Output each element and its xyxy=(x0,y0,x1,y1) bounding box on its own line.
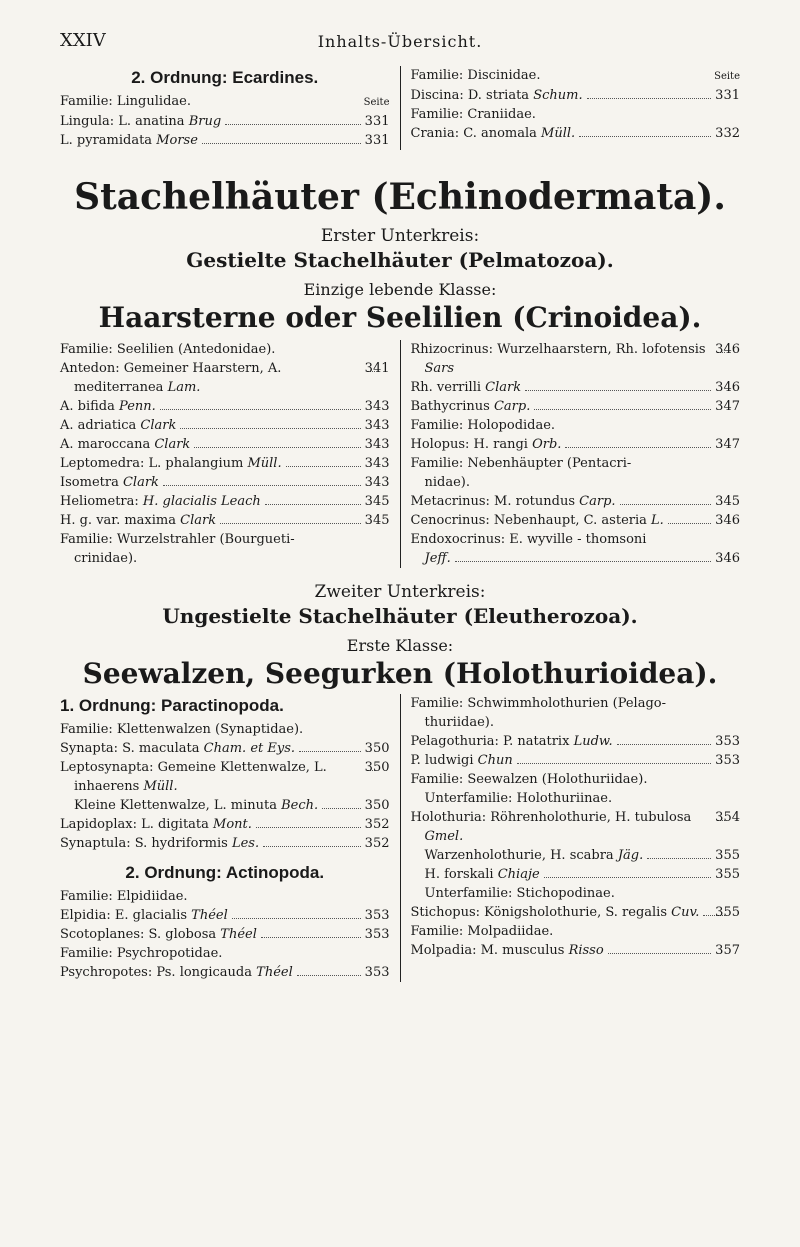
page-ref: 343 xyxy=(364,399,390,414)
page-ref: 355 xyxy=(715,905,740,920)
entry-list xyxy=(411,808,741,884)
author: Clark xyxy=(154,437,191,452)
entry-text: Heliometra: xyxy=(60,494,139,509)
family-heading: Familie: Schwimmholothurien (Pelago- xyxy=(410,696,666,711)
crinoid-right-column xyxy=(400,340,741,568)
author: Jeff. xyxy=(424,551,451,566)
page-number: XXIV xyxy=(60,30,106,51)
entry-text: Lingula: L. anatina xyxy=(60,114,185,129)
leader-dots xyxy=(565,447,711,448)
subkingdom-label: Zweiter Unterkreis: xyxy=(314,582,486,602)
page-ref: 355 xyxy=(715,848,740,863)
index-entry xyxy=(411,378,741,397)
page-ref: 343 xyxy=(364,437,390,452)
index-entry xyxy=(60,473,390,492)
subfamily-heading: Unterfamilie: Stichopodinae. xyxy=(424,886,615,901)
family-heading: Familie: Wurzelstrahler (Bourgueti- xyxy=(60,532,295,547)
entry-list xyxy=(411,732,741,770)
class-title: Seewalzen, Seegurken (Holothurioidea). xyxy=(82,657,718,690)
seite-label: Seite xyxy=(714,71,740,82)
index-entry xyxy=(60,397,390,416)
holo-left-column xyxy=(60,694,400,982)
author: L. xyxy=(651,513,664,528)
author: Jäg. xyxy=(617,848,644,863)
page-ref: 341 xyxy=(364,361,390,376)
index-entry xyxy=(411,751,741,770)
author: Théel xyxy=(256,965,293,980)
entry-text: Isometra xyxy=(60,475,119,490)
leader-dots xyxy=(286,466,361,467)
order-heading: 2. Ordnung: Ecardines. xyxy=(131,68,319,87)
subkingdom-title: Gestielte Stachelhäuter (Pelmatozoa). xyxy=(186,248,614,272)
family-heading: Familie: Holopodidae. xyxy=(410,418,556,433)
page-ref: 355 xyxy=(715,867,740,882)
author: Chiaje xyxy=(497,867,540,882)
leader-dots xyxy=(163,485,361,486)
entry-text: Pelagothuria: P. natatrix xyxy=(410,734,570,749)
author: Penn. xyxy=(119,399,156,414)
family-heading: Familie: Psychropotidae. xyxy=(60,946,223,961)
page-ref: 345 xyxy=(715,494,740,509)
author: Ludw. xyxy=(573,734,613,749)
author: Schum. xyxy=(533,88,583,103)
index-entry xyxy=(411,808,741,846)
class-title: Haarsterne oder Seelilien (Crinoidea). xyxy=(98,301,702,334)
family-heading: Familie: Seelilien (Antedonidae). xyxy=(60,342,276,357)
page-ref: 353 xyxy=(364,927,390,942)
leader-dots xyxy=(263,846,361,847)
author: Carp. xyxy=(493,399,531,414)
page-ref: 352 xyxy=(364,817,390,832)
entry-list xyxy=(411,903,741,922)
index-entry xyxy=(60,454,390,473)
entry-text: Leptosynapta: Gemeine Klettenwalze, L. inhaerens xyxy=(60,760,327,794)
leader-dots xyxy=(544,877,712,878)
page-ref: 332 xyxy=(715,126,740,141)
page-ref: 346 xyxy=(715,342,740,357)
author: H. glacialis Leach xyxy=(142,494,261,509)
index-entry xyxy=(411,492,741,511)
author: Les. xyxy=(231,836,260,851)
author: Mont. xyxy=(213,817,252,832)
entry-text: Synaptula: S. hydriformis xyxy=(60,836,228,851)
entry-text: Holopus: H. rangi xyxy=(410,437,528,452)
index-entry xyxy=(60,511,390,530)
leader-dots xyxy=(297,975,361,976)
index-entry xyxy=(60,925,390,944)
top-right-column xyxy=(400,66,741,150)
page-ref: 347 xyxy=(715,437,740,452)
author: Clark xyxy=(140,418,177,433)
leader-dots xyxy=(620,504,712,505)
entry-list xyxy=(60,739,390,853)
author: Sars xyxy=(424,361,455,376)
index-entry xyxy=(60,739,390,758)
author: Cham. et Eys. xyxy=(203,741,296,756)
entry-text: Psychropotes: Ps. longicauda xyxy=(60,965,253,980)
author: Müll. xyxy=(247,456,282,471)
index-entry xyxy=(411,903,741,922)
entry-text: Synapta: S. maculata xyxy=(60,741,200,756)
family-heading: Familie: Nebenhäupter (Pentacri- xyxy=(410,456,632,471)
page-ref: 343 xyxy=(364,418,390,433)
entry-list xyxy=(60,963,390,982)
author: Carp. xyxy=(579,494,616,509)
leader-dots xyxy=(256,827,361,828)
entry-list xyxy=(60,359,390,530)
page-ref: 346 xyxy=(715,513,740,528)
entry-list xyxy=(411,492,741,530)
running-title: Inhalts-Übersicht. xyxy=(317,32,483,51)
author: Chun xyxy=(477,753,513,768)
family-heading: Familie: Discinidae. xyxy=(410,68,541,83)
entry-text: Stichopus: Königsholothurie, S. regalis xyxy=(410,905,668,920)
page-ref: 350 xyxy=(364,798,390,813)
page-ref: 353 xyxy=(364,908,390,923)
page-ref: 346 xyxy=(715,551,740,566)
index-entry xyxy=(60,112,390,131)
family-heading: Familie: Klettenwalzen (Synaptidae). xyxy=(60,722,304,737)
family-heading-cont: crinidae). xyxy=(74,551,138,566)
leader-dots xyxy=(534,409,711,410)
entry-text: Lapidoplax: L. digitata xyxy=(60,817,209,832)
index-entry xyxy=(411,732,741,751)
page-ref: 347 xyxy=(715,399,740,414)
author: Théel xyxy=(220,927,257,942)
entry-text: Crania: C. anomala xyxy=(410,126,537,141)
entry-text: Kleine Klettenwalze, L. minuta xyxy=(74,798,277,813)
leader-dots xyxy=(225,124,361,125)
index-entry xyxy=(411,865,741,884)
leader-dots xyxy=(220,523,361,524)
index-entry xyxy=(411,397,741,416)
subkingdom-title: Ungestielte Stachelhäuter (Eleutherozoa). xyxy=(162,604,638,628)
subkingdom-label: Erster Unterkreis: xyxy=(320,226,480,246)
page-ref: 350 xyxy=(364,741,390,756)
entry-text: H. g. var. maxima xyxy=(60,513,176,528)
page-ref: 331 xyxy=(364,114,390,129)
family-heading: Familie: Elpidiidae. xyxy=(60,889,188,904)
leader-dots xyxy=(299,751,361,752)
entry-list xyxy=(411,86,741,105)
author: Théel xyxy=(191,908,228,923)
page-ref: 350 xyxy=(364,760,390,775)
page-ref: 353 xyxy=(715,753,740,768)
entry-text: A. adriatica xyxy=(60,418,137,433)
author: Clark xyxy=(485,380,522,395)
page-ref: 331 xyxy=(715,88,740,103)
leader-dots xyxy=(232,918,361,919)
author: Brug xyxy=(188,114,222,129)
entry-text: Elpidia: E. glacialis xyxy=(60,908,188,923)
index-entry xyxy=(411,340,741,378)
leader-dots xyxy=(322,808,361,809)
entry-text: H. forskali xyxy=(424,867,494,882)
page-ref: 345 xyxy=(364,494,390,509)
top-left-column xyxy=(60,66,400,150)
author: Orb. xyxy=(532,437,562,452)
phylum-heading: Stachelhäuter (Echinodermata). xyxy=(74,176,726,218)
leader-dots xyxy=(668,523,711,524)
author: Clark xyxy=(122,475,159,490)
entry-text: Antedon: Gemeiner Haarstern, A. mediterranea xyxy=(60,361,282,395)
page xyxy=(60,30,740,982)
author: Clark xyxy=(180,513,217,528)
index-entry xyxy=(411,846,741,865)
entry-text: Rhizocrinus: Wurzelhaarstern, Rh. lofotensis xyxy=(410,342,706,357)
index-entry xyxy=(60,131,390,150)
leader-dots xyxy=(617,744,712,745)
family-heading-cont: thuriidae). xyxy=(424,715,494,730)
index-entry xyxy=(411,124,741,143)
author: Bech. xyxy=(281,798,319,813)
entry-list xyxy=(411,941,741,960)
page-ref: 357 xyxy=(715,943,740,958)
class-label: Erste Klasse: xyxy=(346,636,454,655)
index-entry xyxy=(411,511,741,530)
entry-list xyxy=(411,340,741,416)
leader-dots xyxy=(265,504,361,505)
author: Müll. xyxy=(541,126,576,141)
author: Cuv. xyxy=(671,905,700,920)
endoxocrinus-line: Endoxocrinus: E. wyville - thomsoni xyxy=(410,532,647,547)
author: Morse xyxy=(156,133,198,148)
entry-list xyxy=(411,124,741,143)
index-entry xyxy=(60,435,390,454)
page-ref: 343 xyxy=(364,475,390,490)
crinoid-section xyxy=(60,340,740,568)
leader-dots xyxy=(517,763,711,764)
entry-text: Metacrinus: M. rotundus xyxy=(410,494,576,509)
holothurian-section xyxy=(60,694,740,982)
entry-text: Holothuria: Röhrenholothurie, H. tubulosa xyxy=(410,810,692,825)
leader-dots xyxy=(194,447,360,448)
entry-list xyxy=(60,906,390,944)
entry-list xyxy=(411,435,741,454)
author: Risso xyxy=(568,943,604,958)
leader-dots xyxy=(180,428,360,429)
family-heading-cont: nidae). xyxy=(424,475,470,490)
entry-text: P. ludwigi xyxy=(410,753,474,768)
page-ref: 346 xyxy=(715,380,740,395)
leader-dots xyxy=(587,98,712,99)
leader-dots xyxy=(608,953,711,954)
page-header xyxy=(60,30,740,60)
index-entry xyxy=(411,86,741,105)
leader-dots xyxy=(202,143,361,144)
index-entry xyxy=(411,435,741,454)
index-entry xyxy=(60,834,390,853)
leader-dots xyxy=(261,937,361,938)
author: Lam. xyxy=(167,380,201,395)
entry-text: L. pyramidata xyxy=(60,133,153,148)
page-ref: 331 xyxy=(364,133,390,148)
family-heading: Familie: Craniidae. xyxy=(410,107,536,122)
subfamily-heading: Unterfamilie: Holothuriinae. xyxy=(424,791,613,806)
leader-dots xyxy=(647,858,711,859)
author: Gmel. xyxy=(424,829,464,844)
entry-text: Rh. verrilli xyxy=(410,380,482,395)
index-entry xyxy=(60,492,390,511)
class-label: Einzige lebende Klasse: xyxy=(303,280,497,299)
page-ref: 343 xyxy=(364,456,390,471)
family-heading: Familie: Molpadiidae. xyxy=(410,924,554,939)
page-ref: 345 xyxy=(364,513,390,528)
seite-label: Seite xyxy=(363,97,390,108)
index-entry xyxy=(60,758,390,796)
entry-text: Discina: D. striata xyxy=(410,88,530,103)
family-heading: Familie: Seewalzen (Holothuriidae). xyxy=(410,772,648,787)
crinoid-left-column xyxy=(60,340,400,568)
entry-text: Molpadia: M. musculus xyxy=(410,943,565,958)
index-entry xyxy=(60,359,390,397)
entry-text: Leptomedra: L. phalangium xyxy=(60,456,244,471)
page-ref: 353 xyxy=(715,734,740,749)
index-entry xyxy=(60,963,390,982)
index-entry xyxy=(411,941,741,960)
family-heading: Familie: Lingulidae. xyxy=(60,94,191,109)
page-ref: 352 xyxy=(364,836,390,851)
entry-list xyxy=(60,112,390,150)
leader-dots xyxy=(525,390,711,391)
entry-text: Bathycrinus xyxy=(410,399,490,414)
leader-dots xyxy=(160,409,361,410)
index-entry xyxy=(60,796,390,815)
index-entry xyxy=(60,906,390,925)
top-section xyxy=(60,66,740,150)
author: Müll. xyxy=(143,779,178,794)
entry-text: A. bifida xyxy=(60,399,115,414)
entry-text: Warzenholothurie, H. scabra xyxy=(424,848,614,863)
index-entry xyxy=(60,815,390,834)
leader-dots xyxy=(579,136,711,137)
index-entry xyxy=(60,416,390,435)
order-heading: 1. Ordnung: Paractinopoda. xyxy=(60,696,284,715)
entry-text: Cenocrinus: Nebenhaupt, C. asteria xyxy=(410,513,647,528)
page-ref: 354 xyxy=(715,810,740,825)
endoxocrinus-entry xyxy=(411,549,741,568)
page-ref: 353 xyxy=(364,965,390,980)
entry-text: A. maroccana xyxy=(60,437,151,452)
order-heading: 2. Ordnung: Actinopoda. xyxy=(125,863,325,882)
holo-right-column xyxy=(400,694,741,982)
entry-text: Scotoplanes: S. globosa xyxy=(60,927,217,942)
